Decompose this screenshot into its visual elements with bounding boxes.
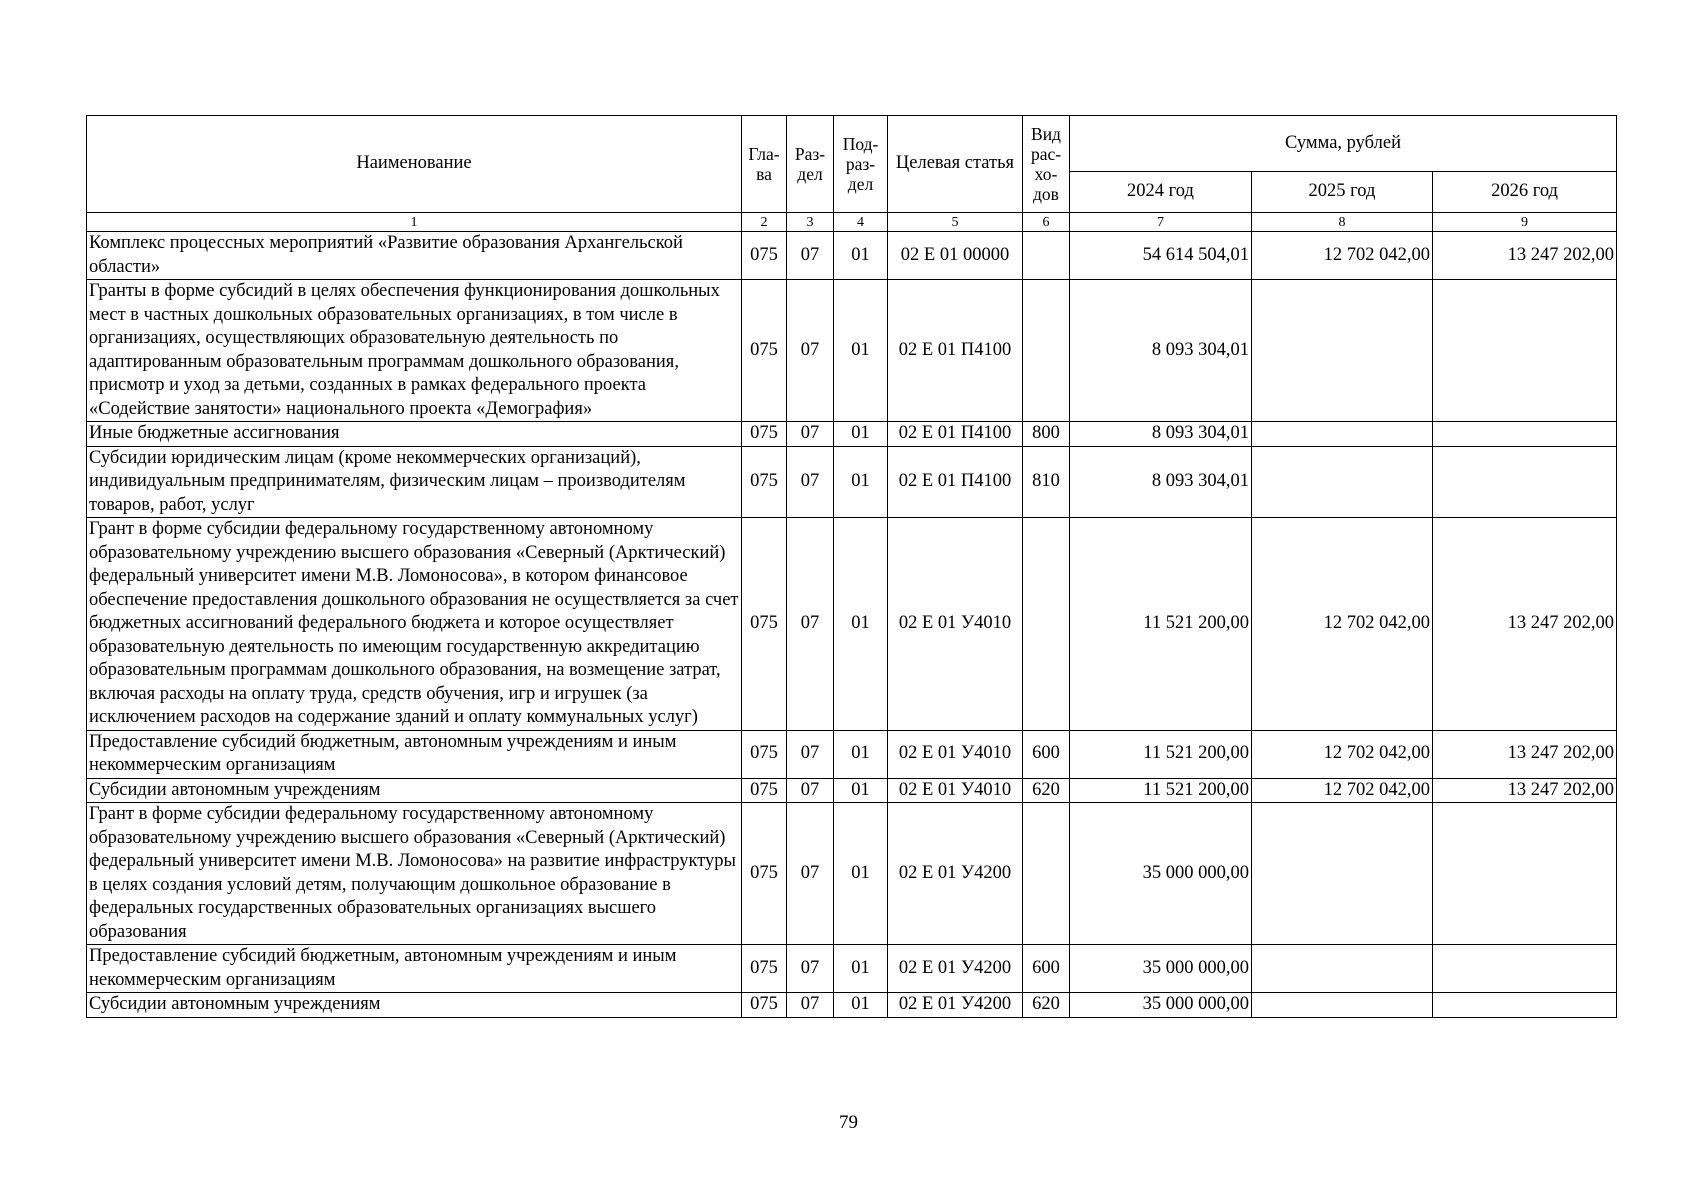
table-row bbox=[87, 446, 1617, 518]
row-sum-2026: 13 247 202,00 bbox=[1433, 232, 1617, 280]
column-number: 6 bbox=[1023, 213, 1070, 232]
row-sum-2025: 12 702 042,00 bbox=[1252, 778, 1433, 803]
row-glava: 075 bbox=[742, 993, 787, 1018]
row-celevaya: 02 Е 01 П4100 bbox=[888, 280, 1023, 422]
row-podrazdel: 01 bbox=[834, 803, 888, 945]
row-sum-2026 bbox=[1433, 280, 1617, 422]
row-razdel: 07 bbox=[787, 803, 834, 945]
column-number: 5 bbox=[888, 213, 1023, 232]
row-glava: 075 bbox=[742, 778, 787, 803]
table-row bbox=[87, 232, 1617, 280]
row-razdel: 07 bbox=[787, 778, 834, 803]
column-number: 8 bbox=[1252, 213, 1433, 232]
row-celevaya: 02 Е 01 У4010 bbox=[888, 778, 1023, 803]
row-sum-2024: 11 521 200,00 bbox=[1070, 518, 1252, 731]
row-vid: 620 bbox=[1023, 993, 1070, 1018]
row-name: Грант в форме субсидии федеральному государственному автономному образовательному учреждению высшего образования «Северный (Арктический) федеральный университет имени М.В. Ломоносова» на развитие инфраструктуры в целях создания условий детям, получающим дошкольное образование в федеральных государственных образовательных организациях высшего образования bbox=[87, 803, 742, 945]
row-vid: 600 bbox=[1023, 945, 1070, 993]
row-sum-2026 bbox=[1433, 993, 1617, 1018]
row-sum-2025: 12 702 042,00 bbox=[1252, 730, 1433, 778]
row-sum-2024: 8 093 304,01 bbox=[1070, 280, 1252, 422]
row-podrazdel: 01 bbox=[834, 280, 888, 422]
row-glava: 075 bbox=[742, 422, 787, 447]
row-podrazdel: 01 bbox=[834, 993, 888, 1018]
row-vid bbox=[1023, 232, 1070, 280]
header-glava: Гла-ва bbox=[742, 116, 787, 213]
header-name: Наименование bbox=[87, 116, 742, 213]
row-name: Предоставление субсидий бюджетным, автономным учреждениям и иным некоммерческим организациям bbox=[87, 730, 742, 778]
row-vid bbox=[1023, 518, 1070, 731]
row-sum-2024: 8 093 304,01 bbox=[1070, 422, 1252, 447]
row-sum-2025 bbox=[1252, 280, 1433, 422]
row-podrazdel: 01 bbox=[834, 945, 888, 993]
table-row bbox=[87, 422, 1617, 447]
header-summa: Сумма, рублей bbox=[1070, 116, 1617, 172]
row-name: Предоставление субсидий бюджетным, автономным учреждениям и иным некоммерческим организациям bbox=[87, 945, 742, 993]
table-row bbox=[87, 280, 1617, 422]
table-row bbox=[87, 993, 1617, 1018]
row-name: Иные бюджетные ассигнования bbox=[87, 422, 742, 447]
row-vid bbox=[1023, 803, 1070, 945]
column-number: 9 bbox=[1433, 213, 1617, 232]
row-celevaya: 02 Е 01 00000 bbox=[888, 232, 1023, 280]
table-row bbox=[87, 518, 1617, 731]
row-glava: 075 bbox=[742, 945, 787, 993]
row-celevaya: 02 Е 01 У4010 bbox=[888, 730, 1023, 778]
row-razdel: 07 bbox=[787, 422, 834, 447]
page-number: 79 bbox=[839, 1112, 858, 1133]
row-razdel: 07 bbox=[787, 730, 834, 778]
row-razdel: 07 bbox=[787, 232, 834, 280]
row-sum-2025 bbox=[1252, 945, 1433, 993]
row-podrazdel: 01 bbox=[834, 232, 888, 280]
row-sum-2024: 35 000 000,00 bbox=[1070, 945, 1252, 993]
row-sum-2026 bbox=[1433, 422, 1617, 447]
row-glava: 075 bbox=[742, 280, 787, 422]
row-sum-2026 bbox=[1433, 803, 1617, 945]
row-sum-2024: 35 000 000,00 bbox=[1070, 803, 1252, 945]
column-number: 1 bbox=[87, 213, 742, 232]
header-vid-rashodov: Вид рас-хо-дов bbox=[1023, 116, 1070, 213]
header-year-2025: 2025 год bbox=[1252, 172, 1433, 213]
row-sum-2025: 12 702 042,00 bbox=[1252, 518, 1433, 731]
row-name: Субсидии юридическим лицам (кроме некоммерческих организаций), индивидуальным предпринимателям, физическим лицам – производителям товаров, работ, услуг bbox=[87, 446, 742, 518]
row-podrazdel: 01 bbox=[834, 730, 888, 778]
row-sum-2025 bbox=[1252, 422, 1433, 447]
row-sum-2024: 54 614 504,01 bbox=[1070, 232, 1252, 280]
header-year-2026: 2026 год bbox=[1433, 172, 1617, 213]
column-number: 7 bbox=[1070, 213, 1252, 232]
table-body bbox=[87, 232, 1617, 1018]
row-celevaya: 02 Е 01 У4010 bbox=[888, 518, 1023, 731]
row-sum-2025 bbox=[1252, 803, 1433, 945]
row-podrazdel: 01 bbox=[834, 446, 888, 518]
row-vid: 600 bbox=[1023, 730, 1070, 778]
column-number: 2 bbox=[742, 213, 787, 232]
header-podrazdel: Под-раз-дел bbox=[834, 116, 888, 213]
row-sum-2024: 11 521 200,00 bbox=[1070, 778, 1252, 803]
table-row bbox=[87, 778, 1617, 803]
column-number: 4 bbox=[834, 213, 888, 232]
table-row bbox=[87, 945, 1617, 993]
row-podrazdel: 01 bbox=[834, 518, 888, 731]
row-glava: 075 bbox=[742, 232, 787, 280]
row-razdel: 07 bbox=[787, 518, 834, 731]
row-vid: 620 bbox=[1023, 778, 1070, 803]
row-name: Гранты в форме субсидий в целях обеспечения функционирования дошкольных мест в частных дошкольных образовательных организациях, в том числе в организациях, осуществляющих образовательную деятельность по адаптированным образовательным программам дошкольного образования, присмотр и уход за детьми, созданных в рамках федерального проекта «Содействие занятости» национального проекта «Демография» bbox=[87, 280, 742, 422]
row-sum-2024: 35 000 000,00 bbox=[1070, 993, 1252, 1018]
row-sum-2024: 11 521 200,00 bbox=[1070, 730, 1252, 778]
row-sum-2026: 13 247 202,00 bbox=[1433, 730, 1617, 778]
row-razdel: 07 bbox=[787, 945, 834, 993]
row-celevaya: 02 Е 01 У4200 bbox=[888, 803, 1023, 945]
row-sum-2024: 8 093 304,01 bbox=[1070, 446, 1252, 518]
row-glava: 075 bbox=[742, 730, 787, 778]
row-razdel: 07 bbox=[787, 993, 834, 1018]
row-sum-2025: 12 702 042,00 bbox=[1252, 232, 1433, 280]
row-name: Субсидии автономным учреждениям bbox=[87, 778, 742, 803]
column-number-row bbox=[87, 213, 1617, 232]
row-celevaya: 02 Е 01 У4200 bbox=[888, 993, 1023, 1018]
row-celevaya: 02 Е 01 П4100 bbox=[888, 446, 1023, 518]
row-sum-2026 bbox=[1433, 945, 1617, 993]
row-sum-2025 bbox=[1252, 446, 1433, 518]
row-vid: 800 bbox=[1023, 422, 1070, 447]
row-glava: 075 bbox=[742, 518, 787, 731]
header-razdel: Раз-дел bbox=[787, 116, 834, 213]
row-sum-2026: 13 247 202,00 bbox=[1433, 778, 1617, 803]
header-year-2024: 2024 год bbox=[1070, 172, 1252, 213]
table-row bbox=[87, 730, 1617, 778]
row-podrazdel: 01 bbox=[834, 422, 888, 447]
row-sum-2025 bbox=[1252, 993, 1433, 1018]
row-name: Грант в форме субсидии федеральному государственному автономному образовательному учреждению высшего образования «Северный (Арктический) федеральный университет имени М.В. Ломоносова», в котором финансовое обеспечение предоставления дошкольного образования не осуществляется за счет бюджетных ассигнований федерального бюджета и которое осуществляет образовательную деятельность по имеющим государственную аккредитацию образовательным программам дошкольного образования, на возмещение затрат, включая расходы на оплату труда, средств обучения, игр и игрушек (за исключением расходов на содержание зданий и оплату коммунальных услуг) bbox=[87, 518, 742, 731]
row-glava: 075 bbox=[742, 446, 787, 518]
row-razdel: 07 bbox=[787, 446, 834, 518]
row-name: Комплекс процессных мероприятий «Развитие образования Архангельской области» bbox=[87, 232, 742, 280]
column-number: 3 bbox=[787, 213, 834, 232]
row-glava: 075 bbox=[742, 803, 787, 945]
row-name: Субсидии автономным учреждениям bbox=[87, 993, 742, 1018]
row-sum-2026 bbox=[1433, 446, 1617, 518]
row-celevaya: 02 Е 01 У4200 bbox=[888, 945, 1023, 993]
budget-table bbox=[86, 115, 1617, 1018]
table-header bbox=[87, 116, 1617, 232]
header-celevaya-statya: Целевая статья bbox=[888, 116, 1023, 213]
row-vid bbox=[1023, 280, 1070, 422]
table-row bbox=[87, 803, 1617, 945]
row-podrazdel: 01 bbox=[834, 778, 888, 803]
row-celevaya: 02 Е 01 П4100 bbox=[888, 422, 1023, 447]
row-razdel: 07 bbox=[787, 280, 834, 422]
row-sum-2026: 13 247 202,00 bbox=[1433, 518, 1617, 731]
row-vid: 810 bbox=[1023, 446, 1070, 518]
